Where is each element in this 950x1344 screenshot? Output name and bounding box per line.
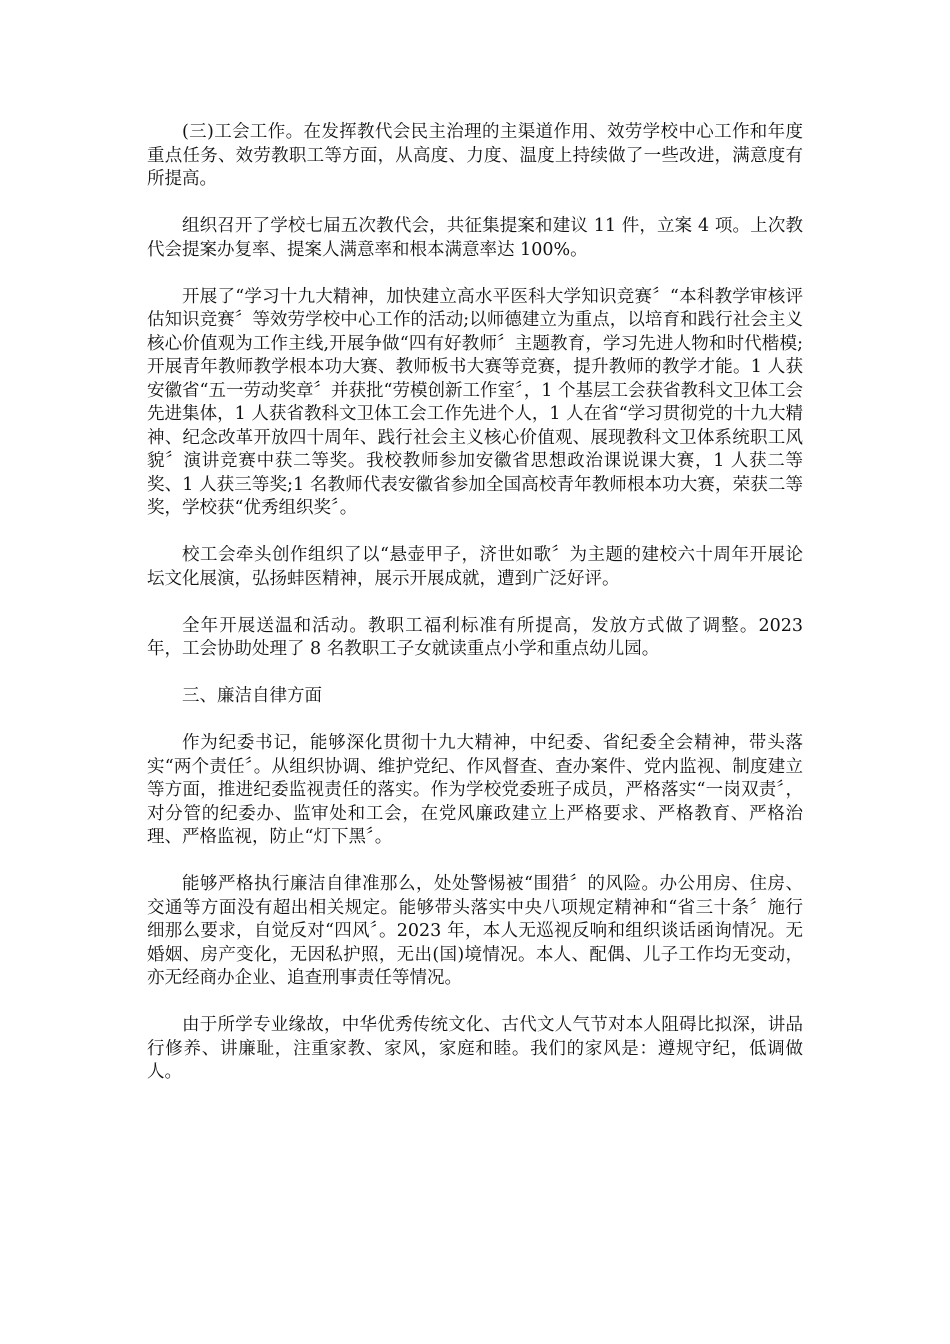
paragraph-union-work: (三)工会工作。在发挥教代会民主治理的主渠道作用、效劳学校中心工作和年度重点任务、效劳教职工等方面，从高度、力度、温度上持续做了一些改进，满意度有所提高。	[147, 122, 803, 189]
section-heading: 三、廉洁自律方面	[182, 686, 322, 706]
paragraph-congress: 组织召开了学校七届五次教代会，共征集提案和建议 11 件，立案 4 项。上次教代会提案办复率、提案人满意率和根本满意率达 100%。	[147, 216, 803, 260]
paragraph-family-style: 由于所学专业缘故，中华优秀传统文化、古代文人气节对本人阻碍比拟深，讲品行修养、讲廉耻，注重家教、家风，家庭和睦。我们的家风是：遵规守纪，低调做人。	[147, 1015, 803, 1082]
paragraph-discipline-secretary: 作为纪委书记，能够深化贯彻十九大精神，中纪委、省纪委全会精神，带头落实“两个责任〞。从组织协调、维护党纪、作风督查、查办案件、党内监视、制度建立等方面，推进纪委监视责任的落实。作为学校党委班子成员，严格落实“一岗双责〞，对分管的纪委办、监审处和工会，在党风廉政建立上严格要求、严格教育、严格治理、严格监视，防止“灯下黑〞。	[147, 733, 803, 847]
paragraph-self-discipline: 能够严格执行廉洁自律准那么，处处警惕被“围猎〞的风险。办公用房、住房、交通等方面没有超出相关规定。能够带头落实中央八项规定精神和“省三十条〞施行细那么要求，自觉反对“四风〞。2023 年，本人无巡视反响和组织谈话函询情况。无婚姻、房产变化，无因私护照，无出(国)境情况。本人、配偶、儿子工作均无变动，亦无经商办企业、追查刑事责任等情况。	[147, 874, 803, 988]
paragraph-welfare: 全年开展送温和活动。教职工福利标准有所提高，发放方式做了调整。2023 年，工会协助处理了 8 名教职工子女就读重点小学和重点幼儿园。	[147, 615, 803, 659]
paragraph-activities: 开展了“学习十九大精神，加快建立高水平医科大学知识竞赛〞“本科教学审核评估知识竞赛〞等效劳学校中心工作的活动;以师德建立为重点，以培育和践行社会主义核心价值观为工作主线,开展争做“四有好教师〞主题教育，学习先进人物和时代楷模;开展青年教师教学根本功大赛、教师板书大赛等竞赛，提升教师的教学才能。1 人获安徽省“五一劳动奖章〞并获批“劳模创新工作室〞，1 个基层工会获省教科文卫体工会先进集体，1 人获省教科文卫体工会工作先进个人，1 人在省“学习贯彻党的十九大精神、纪念改革开放四十周年、践行社会主义核心价值观、展现教科文卫体系统职工风貌〞演讲竞赛中获二等奖。我校教师参加安徽省思想政治课说课大赛，1 人获二等奖、1 人获三等奖;1 名教师代表安徽省参加全国高校青年教师根本功大赛，荣获二等奖，学校获“优秀组织奖〞。	[147, 286, 803, 518]
paragraph-anniversary: 校工会牵头创作组织了以“悬壶甲子，济世如歌〞为主题的建校六十周年开展论坛文化展演，弘扬蚌医精神，展示开展成就，遭到广泛好评。	[147, 545, 803, 589]
document-page	[147, 121, 803, 1108]
